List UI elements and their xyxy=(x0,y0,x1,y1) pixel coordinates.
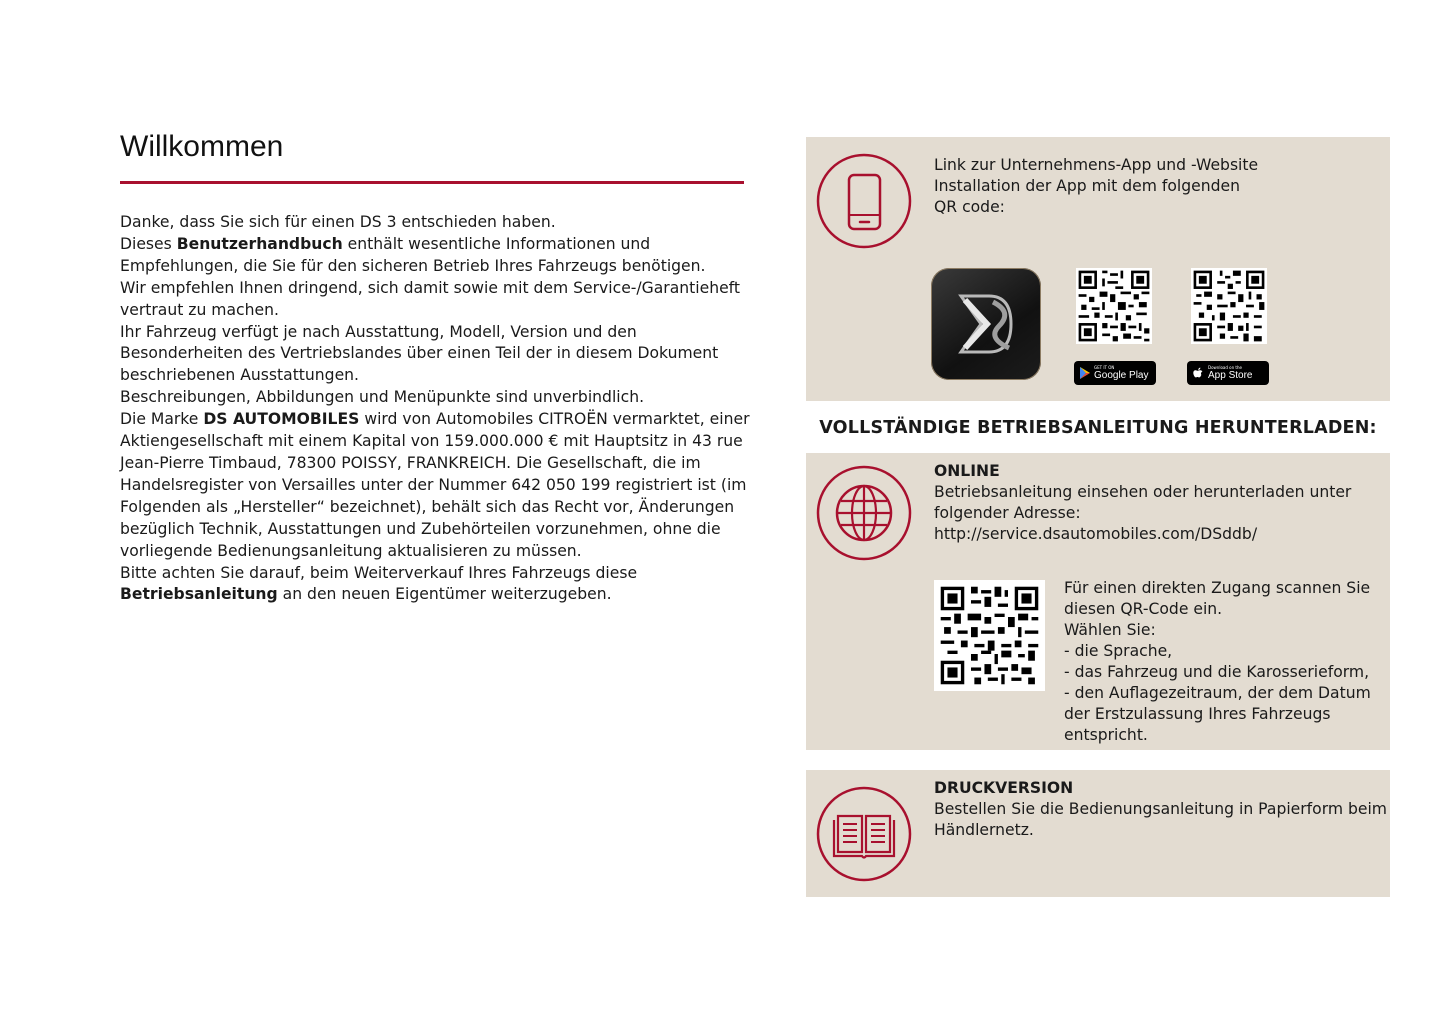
ds-app-logo[interactable] xyxy=(931,268,1041,380)
scan-line-6: - den Auflagezeitraum, der dem Datum xyxy=(1064,684,1371,702)
intro-paragraph-7: Bitte achten Sie darauf, beim Weiterverkauf Ihres Fahrzeugs diese Betriebsanleitung an den neuen Eigentümer weiterzugeben. xyxy=(120,563,638,604)
print-panel xyxy=(806,770,1390,897)
scan-line-2: diesen QR-Code ein. xyxy=(1064,600,1223,618)
app-store-badge-top: Download on the xyxy=(1208,365,1242,370)
scan-line-1: Für einen direkten Zugang scannen Sie xyxy=(1064,579,1371,597)
intro-paragraph-6: Die Marke DS AUTOMOBILES wird von Automobiles CITROËN vermarktet, einer Aktiengesellschaft mit einem Kapital von 159.000.000 € mit Hauptsitz in 43 rue Jean-Pierre Timbaud, 78300 POISSY, FRANKREICH. Die Gesellschaft, die im Handelsregister von Versailles unter der Nummer 642 050 199 registriert ist (im Folgenden als „Hersteller“ bezeichnet), behält sich das Recht vor, Änderungen bezüglich Technik, Ausstattungen und Zubehörteilen vorzunehmen, ohne die vorliegende Bedienungsanleitung aktualisieren zu müssen. xyxy=(120,410,750,560)
apple-icon xyxy=(1193,367,1204,380)
smartphone-icon xyxy=(816,153,912,249)
title-rule xyxy=(120,181,744,184)
intro-paragraph-4: Ihr Fahrzeug verfügt je nach Ausstattung, Modell, Version und den Besonderheiten des Vertriebslandes über einen Teil der in diesem Dokument beschriebenen Ausstattungen. xyxy=(120,322,719,385)
page-title: Willkommen xyxy=(120,130,284,163)
app-store-badge[interactable] xyxy=(1187,361,1269,385)
app-panel-line-2: Installation der App mit dem folgenden xyxy=(934,177,1240,195)
print-heading: DRUCKVERSION xyxy=(934,779,1074,797)
google-play-icon xyxy=(1080,367,1090,379)
print-line-2: Händlernetz. xyxy=(934,821,1034,839)
app-panel-line-1: Link zur Unternehmens-App und -Website xyxy=(934,156,1259,174)
app-panel-line-3: QR code: xyxy=(934,198,1005,216)
intro-paragraph-5: Beschreibungen, Abbildungen und Menüpunkte sind unverbindlich. xyxy=(120,388,645,407)
google-play-badge-top: GET IT ON xyxy=(1094,365,1115,370)
intro-text xyxy=(120,212,760,606)
google-play-badge[interactable] xyxy=(1074,361,1156,385)
intro-line-1: Danke, dass Sie sich für einen DS 3 entschieden haben. xyxy=(120,213,556,231)
google-play-badge-name: Google Play xyxy=(1094,370,1149,381)
online-panel xyxy=(806,453,1390,750)
intro-paragraph-2: Dieses Benutzerhandbuch enthält wesentliche Informationen und Empfehlungen, die Sie für den sicheren Betrieb Ihres Fahrzeugs benötigen. xyxy=(120,234,706,275)
download-heading: VOLLSTÄNDIGE BETRIEBSANLEITUNG HERUNTERLADEN: xyxy=(819,418,1377,438)
online-line-1: Betriebsanleitung einsehen oder herunterladen unter xyxy=(934,483,1352,501)
intro-paragraph-3: Wir empfehlen Ihnen dringend, sich damit sowie mit dem Service-/Garantieheft vertraut zu machen. xyxy=(120,278,741,319)
online-line-2: folgender Adresse: xyxy=(934,504,1081,522)
app-panel xyxy=(806,137,1390,401)
scan-line-5: - das Fahrzeug und die Karosserieform, xyxy=(1064,663,1370,681)
scan-line-4: - die Sprache, xyxy=(1064,642,1173,660)
scan-line-8: entspricht. xyxy=(1064,726,1148,744)
google-play-qr-code xyxy=(1076,268,1152,344)
manual-url-link[interactable]: http://service.dsautomobiles.com/DSddb/ xyxy=(934,525,1258,543)
online-heading: ONLINE xyxy=(934,462,1000,480)
globe-icon xyxy=(816,465,912,561)
manual-qr-code xyxy=(934,580,1045,691)
scan-line-3: Wählen Sie: xyxy=(1064,621,1156,639)
open-book-icon xyxy=(816,786,912,882)
scan-line-7: der Erstzulassung Ihres Fahrzeugs xyxy=(1064,705,1331,723)
app-store-badge-name: App Store xyxy=(1208,370,1253,381)
print-line-1: Bestellen Sie die Bedienungsanleitung in Papierform beim xyxy=(934,800,1388,818)
app-store-qr-code xyxy=(1191,268,1267,344)
